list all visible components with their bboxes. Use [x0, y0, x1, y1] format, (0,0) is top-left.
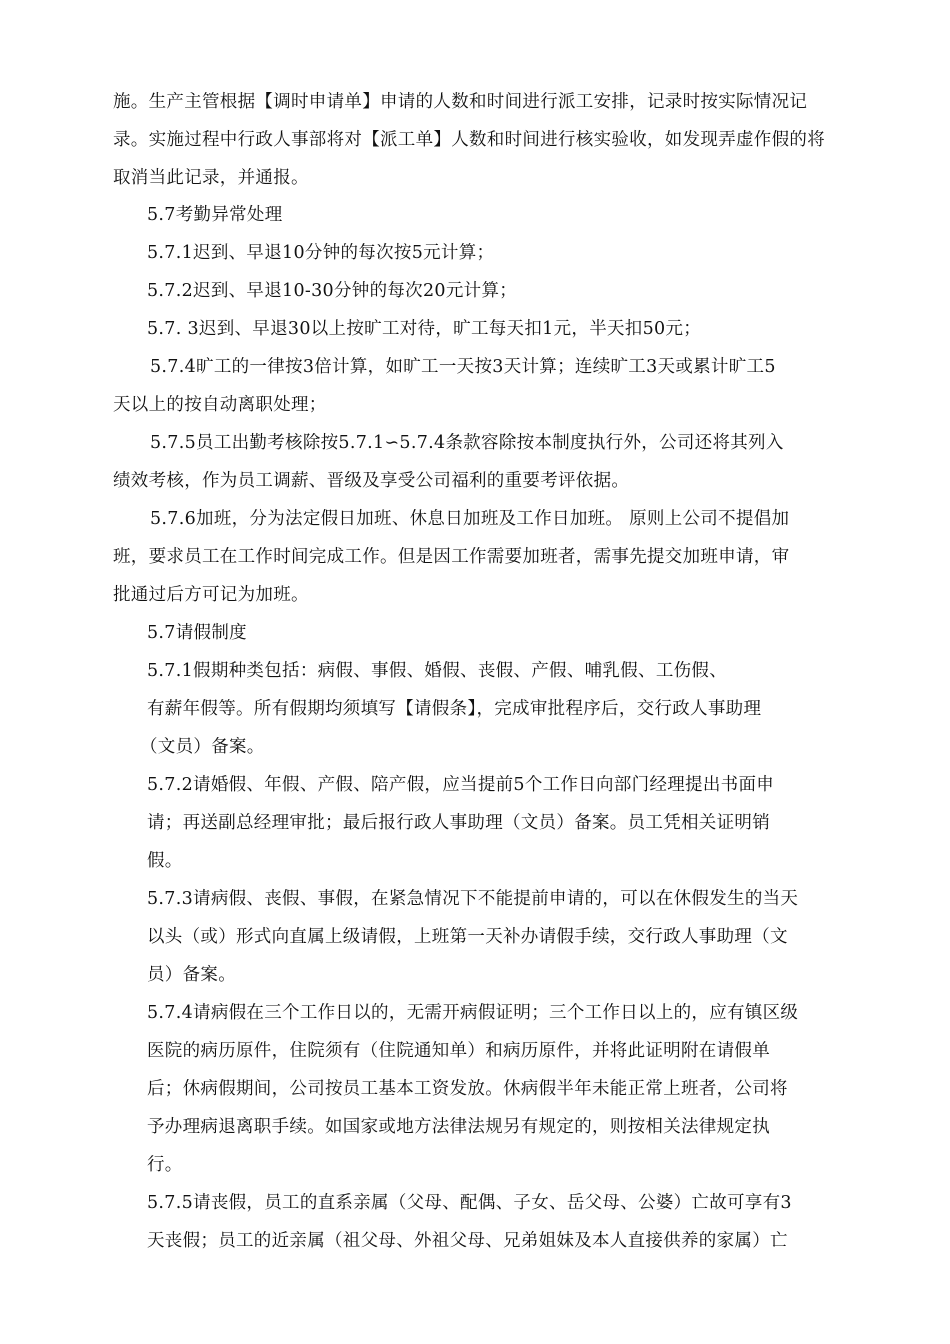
- text-line: 5.7.4旷工的一律按3倍计算，如旷工一天按3天计算；连续旷工3天或累计旷工5: [150, 357, 776, 377]
- text-line: 有薪年假等。所有假期均须填写【请假条】，完成审批程序后，交行政人事助理: [147, 699, 762, 719]
- text-line: 5.7.4请病假在三个工作日以的，无需开病假证明；三个工作日以上的，应有镇区级: [147, 1003, 799, 1023]
- text-line: 员）备案。: [147, 965, 236, 985]
- section-heading: 5.7考勤异常处理: [147, 205, 283, 225]
- text-line: （文员）备案。: [140, 737, 265, 757]
- text-line: 行。: [147, 1155, 183, 1175]
- text-line: 5.7. 3迟到、早退30以上按旷工对待，旷工每天扣1元，半天扣50元；: [147, 319, 702, 339]
- text-line: 5.7.5请丧假，员工的直系亲属（父母、配偶、子女、岳父母、公婆）亡故可享有3: [147, 1193, 792, 1213]
- text-line: 批通过后方可记为加班。: [113, 585, 309, 605]
- text-line: 录。实施过程中行政人事部将对【派工单】人数和时间进行核实验收，如发现弄虚作假的将: [113, 130, 825, 150]
- text-line: 绩效考核，作为员工调薪、晋级及享受公司福利的重要考评依据。: [113, 471, 630, 491]
- text-line: 5.7.5员工出勤考核除按5.7.1∽5.7.4条款容除按本制度执行外，公司还将其列入: [150, 433, 784, 453]
- text-line: 5.7.3请病假、丧假、事假，在紧急情况下不能提前申请的，可以在休假发生的当天: [147, 889, 799, 909]
- text-line: 取消当此记录，并通报。: [113, 168, 309, 188]
- text-line: 天以上的按自动离职处理；: [113, 395, 327, 415]
- text-line: 班，要求员工在工作时间完成工作。但是因工作需要加班者，需事先提交加班申请，审: [113, 547, 790, 567]
- text-line: 请；再送副总经理审批；最后报行政人事助理（文员）备案。员工凭相关证明销: [147, 813, 770, 833]
- text-line: 以头（或）形式向直属上级请假，上班第一天补办请假手续，交行政人事助理（文: [147, 927, 788, 947]
- text-line: 5.7.6加班，分为法定假日加班、休息日加班及工作日加班。 原则上公司不提倡加: [150, 509, 790, 529]
- text-line: 予办理病退离职手续。如国家或地方法律法规另有规定的，则按相关法律规定执: [147, 1117, 770, 1137]
- text-line: 假。: [147, 851, 183, 871]
- text-line: 5.7.1迟到、早退10分钟的每次按5元计算；: [147, 243, 495, 263]
- text-line: 5.7.2请婚假、年假、产假、陪产假，应当提前5个工作日向部门经理提出书面申: [147, 775, 775, 795]
- text-line: 医院的病历原件，住院须有（住院通知单）和病历原件，并将此证明附在请假单: [147, 1041, 770, 1061]
- text-line: 5.7.1假期种类包括：病假、事假、婚假、丧假、产假、哺乳假、工伤假、: [147, 661, 728, 681]
- section-heading: 5.7请假制度: [147, 623, 247, 643]
- text-line: 5.7.2迟到、早退10-30分钟的每次20元计算；: [147, 281, 518, 301]
- text-line: 天丧假；员工的近亲属（祖父母、外祖父母、兄弟姐妹及本人直接供养的家属）亡: [147, 1231, 788, 1251]
- text-line: 后；休病假期间，公司按员工基本工资发放。休病假半年未能正常上班者，公司将: [147, 1079, 788, 1099]
- text-line: 施。生产主管根据【调时申请单】申请的人数和时间进行派工安排，记录时按实际情况记: [113, 92, 808, 112]
